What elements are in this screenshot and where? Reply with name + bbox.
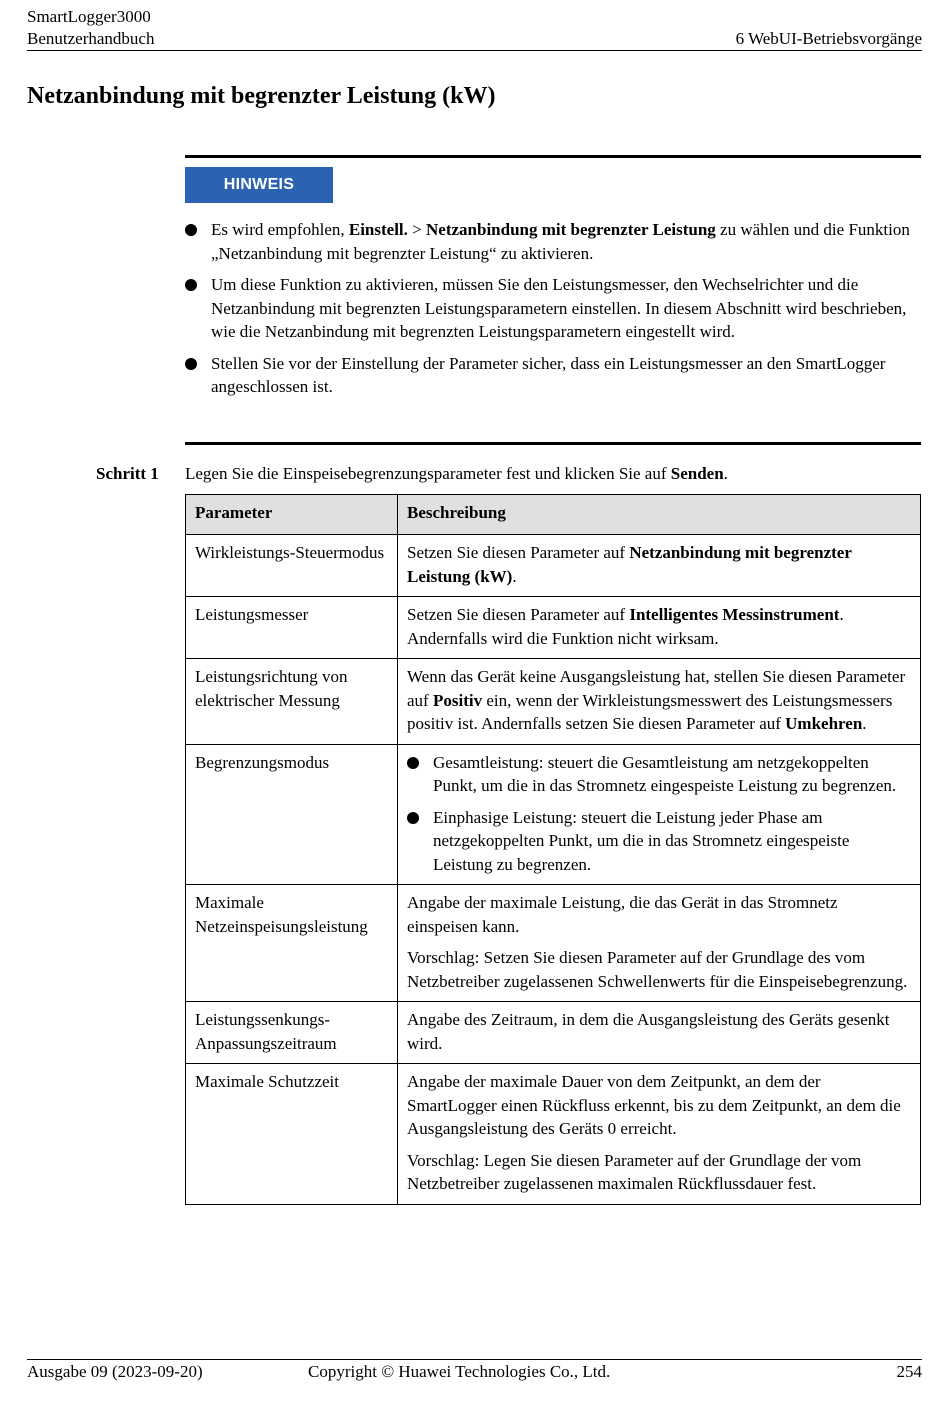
- step-label: Schritt 1: [96, 464, 159, 483]
- chapter-title: 6 WebUI-Betriebsvorgänge: [735, 29, 922, 48]
- bullet-icon: [407, 812, 419, 824]
- column-header-description: Beschreibung: [398, 495, 921, 535]
- description-cell: Angabe der maximale Leistung, die das Gerät in das Stromnetz einspeisen kann. Vorschlag: Setzen Sie diesen Parameter auf der Grundlage des vom Netzbetreiber zugelassenen Schwellenwerts für die Einspeisebegrenzung.: [398, 885, 921, 1002]
- table-row: [186, 744, 921, 885]
- column-header-parameter: Parameter: [186, 495, 398, 535]
- description-cell: Angabe der maximale Dauer von dem Zeitpunkt, an dem der SmartLogger einen Rückfluss erkennt, bis zu dem Zeitpunkt, an dem die Ausgangsleistung des Geräts 0 erreicht. Vorschlag: Legen Sie diesen Parameter auf der Grundlage der vom Netzbetreiber zugelassenen maximalen Rückflussdauer fest.: [398, 1064, 921, 1205]
- description-cell: Setzen Sie diesen Parameter auf Intelligentes Messinstrument. Andernfalls wird die Funktion nicht wirksam.: [398, 597, 921, 659]
- copyright: Copyright © Huawei Technologies Co., Ltd.: [308, 1362, 611, 1381]
- parameter-cell: Leistungsmesser: [186, 597, 398, 659]
- description-cell: Wenn das Gerät keine Ausgangsleistung hat, stellen Sie diesen Parameter auf Positiv ein, wenn der Wirkleistungsmesswert des Leistungsmessers positiv ist. Andernfalls setzen Sie diesen Parameter auf Umkehren.: [398, 659, 921, 745]
- parameter-cell: Maximale Schutzzeit: [186, 1064, 398, 1205]
- parameter-cell: Wirkleistungs-Steuermodus: [186, 535, 398, 597]
- header-divider: [27, 50, 922, 51]
- parameter-cell: Leistungssenkungs-Anpassungszeitraum: [186, 1002, 398, 1064]
- table-header-row: [186, 495, 921, 535]
- product-name: SmartLogger3000: [27, 7, 151, 26]
- table-row: [186, 885, 921, 1002]
- bullet-icon: [407, 757, 419, 769]
- table-row: [186, 1002, 921, 1064]
- table-row: [186, 597, 921, 659]
- list-item: Einphasige Leistung: steuert die Leistung jeder Phase am netzgekoppelten Punkt, um die in das Stromnetz eingespeiste Leistung zu begrenzen.: [407, 806, 911, 877]
- note-box: [185, 155, 921, 445]
- bullet-icon: [185, 279, 197, 291]
- list-item: Gesamtleistung: steuert die Gesamtleistung am netzgekoppelten Punkt, um die in das Stromnetz eingespeiste Leistung zu begrenzen.: [407, 751, 911, 798]
- note-list: [185, 218, 921, 407]
- note-item: Stellen Sie vor der Einstellung der Parameter sicher, dass ein Leistungsmesser an den SmartLogger angeschlossen ist.: [185, 352, 921, 399]
- option-list: [407, 751, 911, 877]
- page-number: 254: [896, 1362, 922, 1381]
- table-row: [186, 535, 921, 597]
- description-cell: Angabe des Zeitraum, in dem die Ausgangsleistung des Geräts gesenkt wird.: [398, 1002, 921, 1064]
- footer-divider: [27, 1359, 922, 1360]
- parameter-cell: Begrenzungsmodus: [186, 744, 398, 885]
- table-row: [186, 1064, 921, 1205]
- page-header-left: [27, 6, 154, 50]
- parameter-table: [185, 494, 921, 1205]
- note-item: Um diese Funktion zu aktivieren, müssen Sie den Leistungsmesser, den Wechselrichter und die Netzanbindung mit begrenzten Leistungsparametern einstellen. In diesem Abschnitt wird beschrieben, wie die Netzanbindung mit begrenzten Leistungsparametern eingestellt wird.: [185, 273, 921, 344]
- description-cell: [398, 744, 921, 885]
- parameter-cell: Maximale Netzeinspeisungsleistung: [186, 885, 398, 1002]
- note-badge: HINWEIS: [185, 167, 333, 203]
- bullet-icon: [185, 224, 197, 236]
- section-title: Netzanbindung mit begrenzter Leistung (kW): [27, 83, 496, 109]
- parameter-cell: Leistungsrichtung von elektrischer Messung: [186, 659, 398, 745]
- note-item: Es wird empfohlen, Einstell. > Netzanbindung mit begrenzter Leistung zu wählen und die Funktion „Netzanbindung mit begrenzter Leistung“ zu aktivieren.: [185, 218, 921, 265]
- manual-name: Benutzerhandbuch: [27, 29, 155, 48]
- bullet-icon: [185, 358, 197, 370]
- description-cell: Setzen Sie diesen Parameter auf Netzanbindung mit begrenzter Leistung (kW).: [398, 535, 921, 597]
- edition-info: Ausgabe 09 (2023-09-20): [27, 1362, 203, 1381]
- step-text: Legen Sie die Einspeisebegrenzungsparameter fest und klicken Sie auf Senden.: [185, 464, 728, 483]
- table-row: [186, 659, 921, 745]
